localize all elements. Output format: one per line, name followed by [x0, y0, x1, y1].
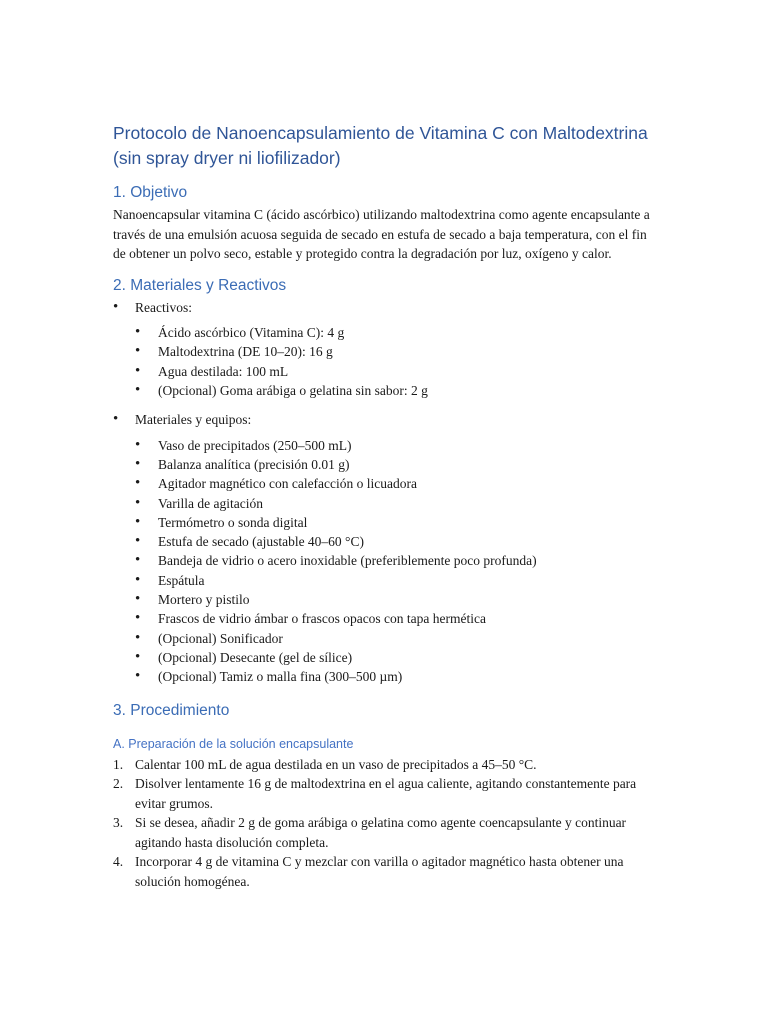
list-item: • Agua destilada: 100 mL: [113, 362, 658, 381]
list-item: • (Opcional) Desecante (gel de sílice): [113, 648, 658, 667]
step-text: Incorporar 4 g de vitamina C y mezclar con varilla o agitador magnético hasta obtener una solución homogénea.: [135, 854, 624, 889]
step-item: [113, 852, 658, 891]
list-item: • Termómetro o sonda digital: [113, 513, 658, 532]
list-item: • Bandeja de vidrio o acero inoxidable (preferiblemente poco profunda): [113, 551, 658, 570]
step-number: 3.: [113, 815, 124, 831]
section-procedimiento: [113, 701, 658, 892]
section-heading: 3. Procedimiento: [113, 701, 230, 719]
step-text: Si se desea, añadir 2 g de goma arábiga o gelatina como agente coencapsulante y continuar agitando hasta disolución completa.: [135, 815, 627, 850]
step-text: Calentar 100 mL de agua destilada en un vaso de precipitados a 45–50 °C.: [135, 756, 537, 772]
step-text: Disolver lentamente 16 g de maltodextrina en el agua caliente, agitando constantemente para evitar grumos.: [135, 776, 637, 811]
list-item: • (Opcional) Tamiz o malla fina (300–500 µm): [113, 667, 658, 686]
subsection-heading: A. Preparación de la solución encapsulante: [113, 736, 354, 751]
materiales-label: Materiales y equipos:: [135, 412, 252, 428]
reactivos-sublist: [113, 323, 658, 400]
document-title: Protocolo de Nanoencapsulamiento de Vitamina C con Maltodextrina (sin spray dryer ni liofilizador): [113, 123, 648, 168]
step-item: [113, 813, 658, 852]
reactivos-label: Reactivos:: [135, 299, 192, 315]
list-item: • Frascos de vidrio ámbar o frascos opacos con tapa hermética: [113, 609, 658, 628]
section-heading: 2. Materiales y Reactivos: [113, 276, 287, 294]
list-item: • (Opcional) Goma arábiga o gelatina sin sabor: 2 g: [113, 381, 658, 400]
list-item: • Mortero y pistilo: [113, 590, 658, 609]
step-item: [113, 774, 658, 813]
section-heading: 1. Objetivo: [113, 184, 188, 201]
list-item: • Estufa de secado (ajustable 40–60 °C): [113, 532, 658, 551]
list-item: • Espátula: [113, 571, 658, 590]
list-item: • Agitador magnético con calefacción o licuadora: [113, 474, 658, 493]
step-number: 1.: [113, 756, 124, 772]
list-item: • Balanza analítica (precisión 0.01 g): [113, 455, 658, 474]
list-item: • Vaso de precipitados (250–500 mL): [113, 436, 658, 455]
step-item: [113, 755, 658, 775]
list-item: • Ácido ascórbico (Vitamina C): 4 g: [113, 323, 658, 342]
list-item: • Varilla de agitación: [113, 494, 658, 513]
list-item: [113, 298, 658, 401]
section-materiales: [113, 276, 658, 687]
materiales-sublist: [113, 436, 658, 687]
section-objetivo: [113, 183, 658, 264]
steps-list: [113, 755, 658, 892]
document-content: [113, 121, 658, 891]
materials-list: [113, 298, 658, 687]
list-item: • Maltodextrina (DE 10–20): 16 g: [113, 342, 658, 361]
step-number: 2.: [113, 776, 124, 792]
objetivo-text: Nanoencapsular vitamina C (ácido ascórbico) utilizando maltodextrina como agente encapsulante a través de una emulsión acuosa seguida de secado en estufa de secado a baja temperatura, con el fin de obtener un polvo seco, estable y protegido contra la degradación por luz, oxígeno y calor.: [113, 207, 650, 261]
list-item: • (Opcional) Sonificador: [113, 629, 658, 648]
list-item: [113, 410, 658, 686]
step-number: 4.: [113, 854, 124, 870]
